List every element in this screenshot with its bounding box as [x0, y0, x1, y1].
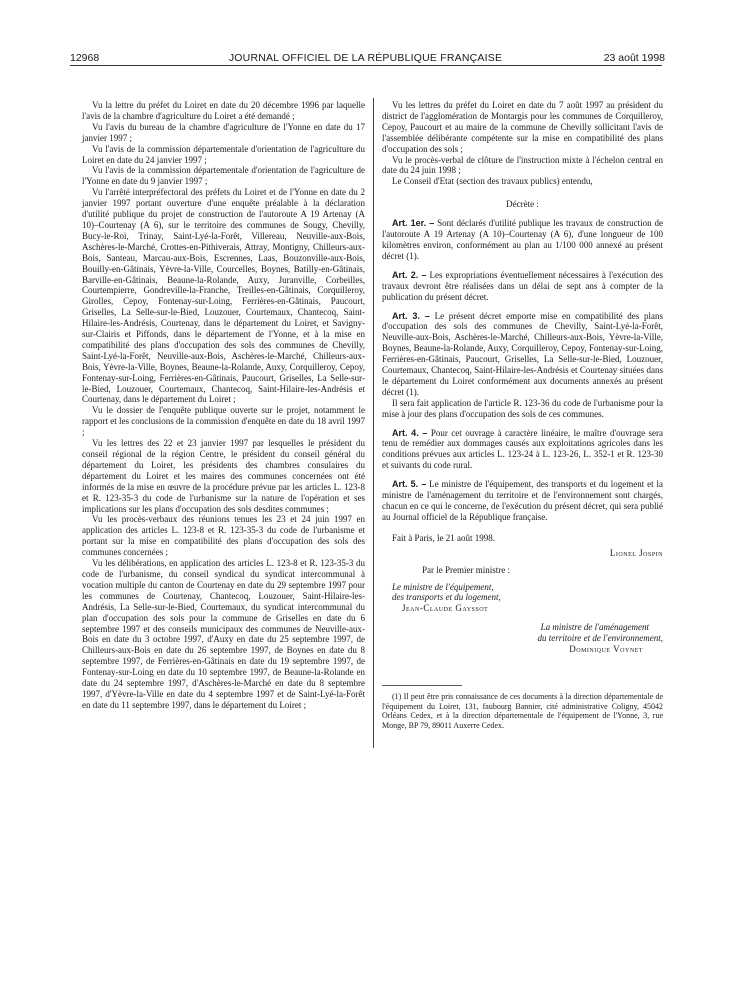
paragraph: Vu les délibérations, en application des articles L. 123-8 et R. 123-35-3 du code de l'urbanisme, du conseil syndical du syndicat intercommunal à vocation multiple du canton de Courtenay en date du 29 septembre 1997 pour les communes de Courtenay, Chantecoq, Louzouer, Saint-Hilaire-les-Andrésis, La Selle-sur-le-Bied, Courtemaux, du syndicat intercommunal du plan d'occupation des sols pour la commune de Griselles en date du 6 septembre 1997 et des conseils municipaux des communes de Neuville-aux-Bois en date du 3 octobre 1997, d'Auxy en date du 25 septembre 1997, de Chilleurs-aux-Bois en date du 26 septembre 1997, de Boynes en date du 8 septembre 1997, de Ferrières-en-Gâtinais en date du 19 septembre 1997, de Fontenay-sur-Loing en date du 10 septembre 1997, de Beaune-la-Rolande en date du 24 septembre 1997, d'Aschères-le-Marché en date du 8 septembre 1997, d'Yèvre-la-Ville en date du 4 septembre 1997 et de Saint-Lyé-la-Forêt en date du 11 septembre 1997, dans le département du Loiret ; [82, 558, 365, 710]
paragraph: Vu la lettre du préfet du Loiret en date du 20 décembre 1996 par laquelle l'avis de la chambre d'agriculture du Loiret a été demandé ; [82, 100, 365, 121]
article-2 [382, 270, 663, 303]
article-5 [382, 479, 663, 523]
article-label: Art. 4. – [392, 427, 428, 438]
signatory-minister-environment: Dominique Voynet [569, 644, 643, 655]
article-4 [382, 428, 663, 472]
paragraph: Le Conseil d'Etat (section des travaux publics) entendu, [392, 176, 593, 187]
right-column [382, 100, 663, 730]
signatory-prime-minister: Lionel Jospin [609, 547, 663, 558]
paragraph: Vu l'avis de la commission départementale d'orientation de l'agriculture de l'Yonne en date du 9 janvier 1997 ; [82, 165, 365, 187]
left-column [82, 100, 365, 711]
paragraph: Vu les lettres des 22 et 23 janvier 1997 par lesquelles le président du conseil régional de la région Centre, le président du conseil général du département du Loiret, les présidents des chambres consulaires du département du Loiret et les maires des communes concernées ont été informés de la mise en œuvre de la procédure prévue par les articles L. 123-8 et R. 123-35-3 du code de l'urbanisme sur la nature de l'opération et ses implications sur les plans d'occupation des sols desdites communes ; [82, 438, 365, 514]
article-1 [382, 218, 663, 262]
article-text: Il sera fait application de l'article R. 123-36 du code de l'urbanisme pour la mise à jour des plans d'occupation des sols de ces communes. [382, 397, 663, 419]
paragraph: Vu l'arrêté interpréfectoral des préfets du Loiret et de l'Yonne en date du 2 janvier 1997 portant ouverture d'une enquête préalable à la déclaration d'utilité publique du projet de construction de l'autoroute A 19 Artenay (A 10)–Courtenay (A 6), sur le territoire des communes de Sougy, Chevilly, Bucy-le-Roi, Trinay, Saint-Lyé-la-Forêt, Villereau, Neuville-aux-Bois, Aschères-le-Marché, Crottes-en-Pithiverais, Attray, Montigny, Chilleurs-aux-Bois, Santeau, Marcau-aux-Bois, Escrennes, Laas, Bouzonville-aux-Bois, Bouilly-en-Gâtinais, Yèvre-la-Ville, Courcelles, Boynes, Batilly-en-Gâtinais, Barville-en-Gâtinais, Beaune-la-Rolande, Auxy, Juranville, Corbeilles, Courtempierre, Gondreville-la-Franche, Treilles-en-Gâtinais, Corquilleroy, Girolles, Cepoy, Fontenay-sur-Loing, Ferrières-en-Gâtinais, Paucourt, Griselles, La Selle-sur-le-Bied, Louzouer, Courtemaux, Chantecoq, Saint-Hilaire-les-Andrésis, Courtenay, dans le département du Loiret, et Savigny-sur-Clairis et Piffonds, dans le département de l'Yonne, et à la mise en compatibilité des plans d'occupation des sols des communes de Chevilly, Saint-Lyé-la-Forêt, Neuville-aux-Bois, Aschères-le-Marché, Chilleurs-aux-Bois, Yèvre-la-Ville, Boynes, Beaune-la-Rolande, Auxy, Corquilleroy, Cepoy, Fontenay-sur-Loing, Ferrières-en-Gâtinais, Paucourt, Griselles, La Selle-sur-le-Bied, Louzouer, Courtemaux, Chantecoq, Saint-Hilaire-les-Andrésis et Courtenay, dans le département du Loiret ; [82, 187, 365, 405]
paragraph: Vu les procès-verbaux des réunions tenues les 23 et 24 juin 1997 en application des articles L. 123-8 et R. 123-35-3 du code de l'urbanisme et portant sur la mise en compatibilité des plans d'occupation des sols des communes concernées ; [82, 514, 365, 558]
article-label: Art. 5. – [392, 479, 427, 490]
paragraph: Vu le procès-verbal de clôture de l'instruction mixte à l'échelon central en date du 24 juin 1998 ; [382, 154, 663, 176]
minister-title-line: des transports et du logement, [392, 592, 501, 603]
page-number: 12968 [70, 52, 100, 64]
decrete-heading: Décrète : [506, 199, 539, 210]
paragraph: Vu l'avis du bureau de la chambre d'agriculture de l'Yonne en date du 17 janvier 1997 ; [82, 121, 365, 143]
article-text: Les expropriations éventuellement nécessaires à l'exécution des travaux devront être réalisées dans un délai de sept ans à compter de la publication du présent décret. [382, 269, 663, 302]
article-text: Sont déclarés d'utilité publique les travaux de construction de l'autoroute A 19 Artenay (A 10)–Courtenay (A 6), d'une longueur de 100 kilomètres environ, conformément au plan au 1/100 000 annexé au présent décret (1). [382, 218, 663, 261]
signing-place-date: Fait à Paris, le 21 août 1998. [392, 532, 495, 543]
paragraph: Vu les lettres du préfet du Loiret en date du 7 août 1997 au président du district de l'agglomération de Montargis pour les communes de Corquilleroy, Cepoy, Paucourt et au maire de la commune de Chevilly sollicitant l'avis de l'assemblée délibérante compétente sur la mise en compatibilité des plans d'occupation des sols ; [382, 100, 663, 154]
article-text: Pour cet ouvrage à caractère linéaire, le maître d'ouvrage sera tenu de remédier aux dommages causés aux exploitations agricoles dans les conditions prévues aux articles L. 123-24 à L. 123-26, L. 352-1 et R. 123-30 et suivants du code rural. [382, 427, 664, 471]
article-label: Art. 3. – [392, 310, 430, 321]
article-3-paragraph [382, 398, 663, 420]
paragraph: Vu l'avis de la commission départementale d'orientation de l'agriculture du Loiret en date du 24 janvier 1997 ; [82, 143, 365, 165]
footnote-rule [382, 685, 462, 686]
signatory-minister-equipment: Jean-Claude Gayssot [402, 603, 489, 614]
article-label: Art. 2. – [392, 269, 427, 280]
footnote: (1) Il peut être pris connaissance de ces documents à la direction départementale de l'équipement du Loiret, 131, faubourg Bannier, cité administrative Coligny, 45042 Orléans Cedex, et à la direction départementale de l'équipement de l'Yonne, 3, rue Monge, BP 79, 89011 Auxerre Cedex. [382, 691, 663, 730]
issue-date: 23 août 1998 [603, 52, 665, 64]
header-rule [70, 65, 662, 66]
article-text: Le ministre de l'équipement, des transports et du logement et la ministre de l'aménagement du territoire et de l'environnement sont chargés, chacun en ce qui le concerne, de l'exécution du présent décret, qui sera publié au Journal officiel de la République française. [382, 479, 663, 522]
article-text: Le présent décret emporte mise en compatibilité des plans d'occupation des sols des communes de Chevilly, Saint-Lyé-la-Forêt, Neuville-aux-Bois, Aschères-le-Marché, Chilleurs-aux-Bois, Yèvre-la-Ville, Boynes, Beaune-la-Rolande, Auxy, Corquilleroy, Cepoy, Fontenay-sur-Loing, Ferrières-en-Gâtinais, Paucourt, Griselles, La Selle-sur-le-Bied, Louzouer, Courtemaux, Chantecoq, Saint-Hilaire-les-Andrésis et Courtenay situées dans le département du Loiret conformément aux documents annexés au présent décret (1). [382, 310, 663, 397]
column-divider [373, 98, 374, 748]
minister-title-line: du territoire et de l'environnement, [537, 633, 663, 644]
minister-title-line: Le ministre de l'équipement, [392, 581, 494, 592]
article-3 [382, 311, 663, 398]
par-premier-ministre: Par le Premier ministre : [422, 564, 510, 575]
minister-title-line: La ministre de l'aménagement [540, 622, 649, 633]
article-label: Art. 1er. – [392, 218, 435, 229]
paragraph: Vu le dossier de l'enquête publique ouverte sur le projet, notamment le rapport et les conclusions de la commission d'enquête en date du 18 avril 1997 ; [82, 405, 365, 438]
journal-title: JOURNAL OFFICIEL DE LA RÉPUBLIQUE FRANÇAISE [228, 52, 503, 64]
